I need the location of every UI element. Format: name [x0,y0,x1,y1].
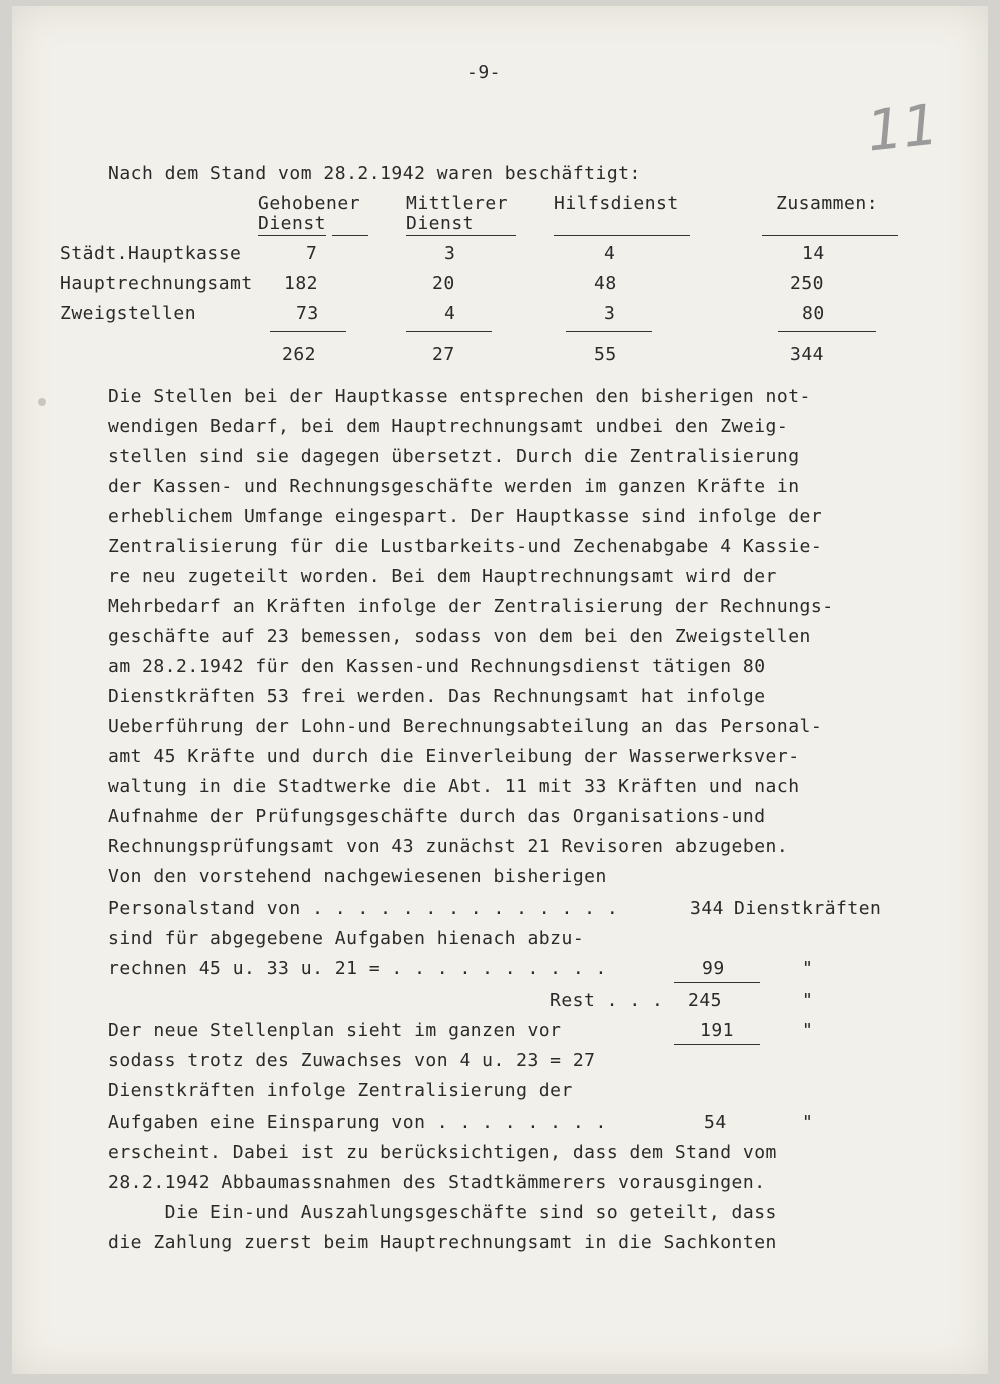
calc-line-text: sodass trotz des Zuwachses von 4 u. 23 = 27 [108,1050,596,1071]
paragraph-line: wendigen Bedarf, bei dem Hauptrechnungsamt undbei den Zweig- [108,416,789,437]
paragraph-line: Zentralisierung für die Lustbarkeits-und Zechenabgabe 4 Kassie- [108,536,823,557]
closing-line: 28.2.1942 Abbaumassnahmen des Stadtkämmerers vorausgingen. [108,1172,766,1193]
sum-rule [270,331,346,332]
paragraph-line: stellen sind sie dagegen übersetzt. Durch die Zentralisierung [108,446,800,467]
closing-line: Die Ein-und Auszahlungsgeschäfte sind so geteilt, dass [108,1202,777,1223]
header-underline [554,235,690,236]
row-cell: 3 [604,303,616,324]
calc-unit: " [802,1020,814,1041]
header-zusammen: Zusammen: [776,193,879,214]
header-underline [762,235,898,236]
total-cell: 262 [282,344,317,365]
sum-rule [566,331,652,332]
header-underline [472,235,516,236]
row-label: Zweigstellen [60,303,197,324]
handwritten-folio-number: 11 [863,92,942,165]
row-label: Hauptrechnungsamt [60,273,253,294]
document-page [12,6,988,1374]
paragraph-line: Die Stellen bei der Hauptkasse entsprechen den bisherigen not- [108,386,811,407]
paragraph-line: der Kassen- und Rechnungsgeschäfte werden im ganzen Kräfte in [108,476,800,497]
calc-unit: " [802,958,814,979]
calc-line-text: Rest . . . [550,990,664,1011]
paragraph-line: geschäfte auf 23 bemessen, sodass von dem bei den Zweigstellen [108,626,811,647]
row-cell: 73 [296,303,319,324]
row-cell: 80 [802,303,825,324]
sum-rule [778,331,876,332]
row-cell: 4 [444,303,456,324]
calc-line-text: Dienstkräften infolge Zentralisierung der [108,1080,573,1101]
paragraph-line: Aufnahme der Prüfungsgeschäfte durch das Organisations-und [108,806,766,827]
closing-line: die Zahlung zuerst beim Hauptrechnungsamt in die Sachkonten [108,1232,777,1253]
calc-amount: 54 [704,1112,727,1133]
paragraph-line: Dienstkräften 53 frei werden. Das Rechnungsamt hat infolge [108,686,766,707]
calc-unit: " [802,1112,814,1133]
paragraph-line: waltung in die Stadtwerke die Abt. 11 mit 33 Kräften und nach [108,776,800,797]
paragraph-line: amt 45 Kräfte und durch die Einverleibung der Wasserwerksver- [108,746,800,767]
total-cell: 344 [790,344,825,365]
calc-amount: 99 [702,958,725,979]
calc-line-text: rechnen 45 u. 33 u. 21 = . . . . . . . . . . [108,958,607,979]
calc-line-text: sind für abgegebene Aufgaben hienach abzu- [108,928,585,949]
paragraph-line: re neu zugeteilt worden. Bei dem Hauptrechnungsamt wird der [108,566,777,587]
calc-line-text: Personalstand von . . . . . . . . . . . . . . [108,898,619,919]
calc-amount: 344 [690,898,725,919]
paragraph-line: Ueberführung der Lohn-und Berechnungsabteilung an das Personal- [108,716,823,737]
paragraph-line: am 28.2.1942 für den Kassen-und Rechnungsdienst tätigen 80 [108,656,766,677]
paragraph-line: Rechnungsprüfungsamt von 43 zunächst 21 Revisoren abzugeben. [108,836,789,857]
header-gehobener-dienst: Dienst [258,213,327,234]
calc-unit: Dienstkräften [734,898,882,919]
calc-amount: 245 [688,990,723,1011]
closing-line: erscheint. Dabei ist zu berücksichtigen, dass dem Stand vom [108,1142,777,1163]
row-label: Städt.Hauptkasse [60,243,242,264]
paragraph-line: erheblichem Umfange eingespart. Der Hauptkasse sind infolge der [108,506,823,527]
paragraph-line: Mehrbedarf an Kräften infolge der Zentralisierung der Rechnungs- [108,596,834,617]
calc-line-text: Der neue Stellenplan sieht im ganzen vor [108,1020,562,1041]
header-mittlerer-dienst: Dienst [406,213,475,234]
row-cell: 3 [444,243,456,264]
sum-rule [406,331,492,332]
calc-amount: 191 [700,1020,735,1041]
intro-line: Nach dem Stand vom 28.2.1942 waren beschäftigt: [108,163,641,184]
calc-rule [674,1044,760,1045]
row-cell: 20 [432,273,455,294]
calc-line-text: Aufgaben eine Einsparung von . . . . . . . . [108,1112,607,1133]
punch-hole-mark [38,398,46,406]
row-cell: 4 [604,243,616,264]
header-underline [332,235,368,236]
row-cell: 7 [306,243,318,264]
calc-rule [674,982,760,983]
row-cell: 14 [802,243,825,264]
total-cell: 55 [594,344,617,365]
page-number: -9- [467,62,502,83]
paragraph-line: Von den vorstehend nachgewiesenen bisherigen [108,866,607,887]
total-cell: 27 [432,344,455,365]
row-cell: 250 [790,273,825,294]
row-cell: 182 [284,273,319,294]
header-hilfsdienst: Hilfsdienst [554,193,679,214]
header-gehobener: Gehobener [258,193,361,214]
calc-unit: " [802,990,814,1011]
row-cell: 48 [594,273,617,294]
header-mittlerer: Mittlerer [406,193,509,214]
